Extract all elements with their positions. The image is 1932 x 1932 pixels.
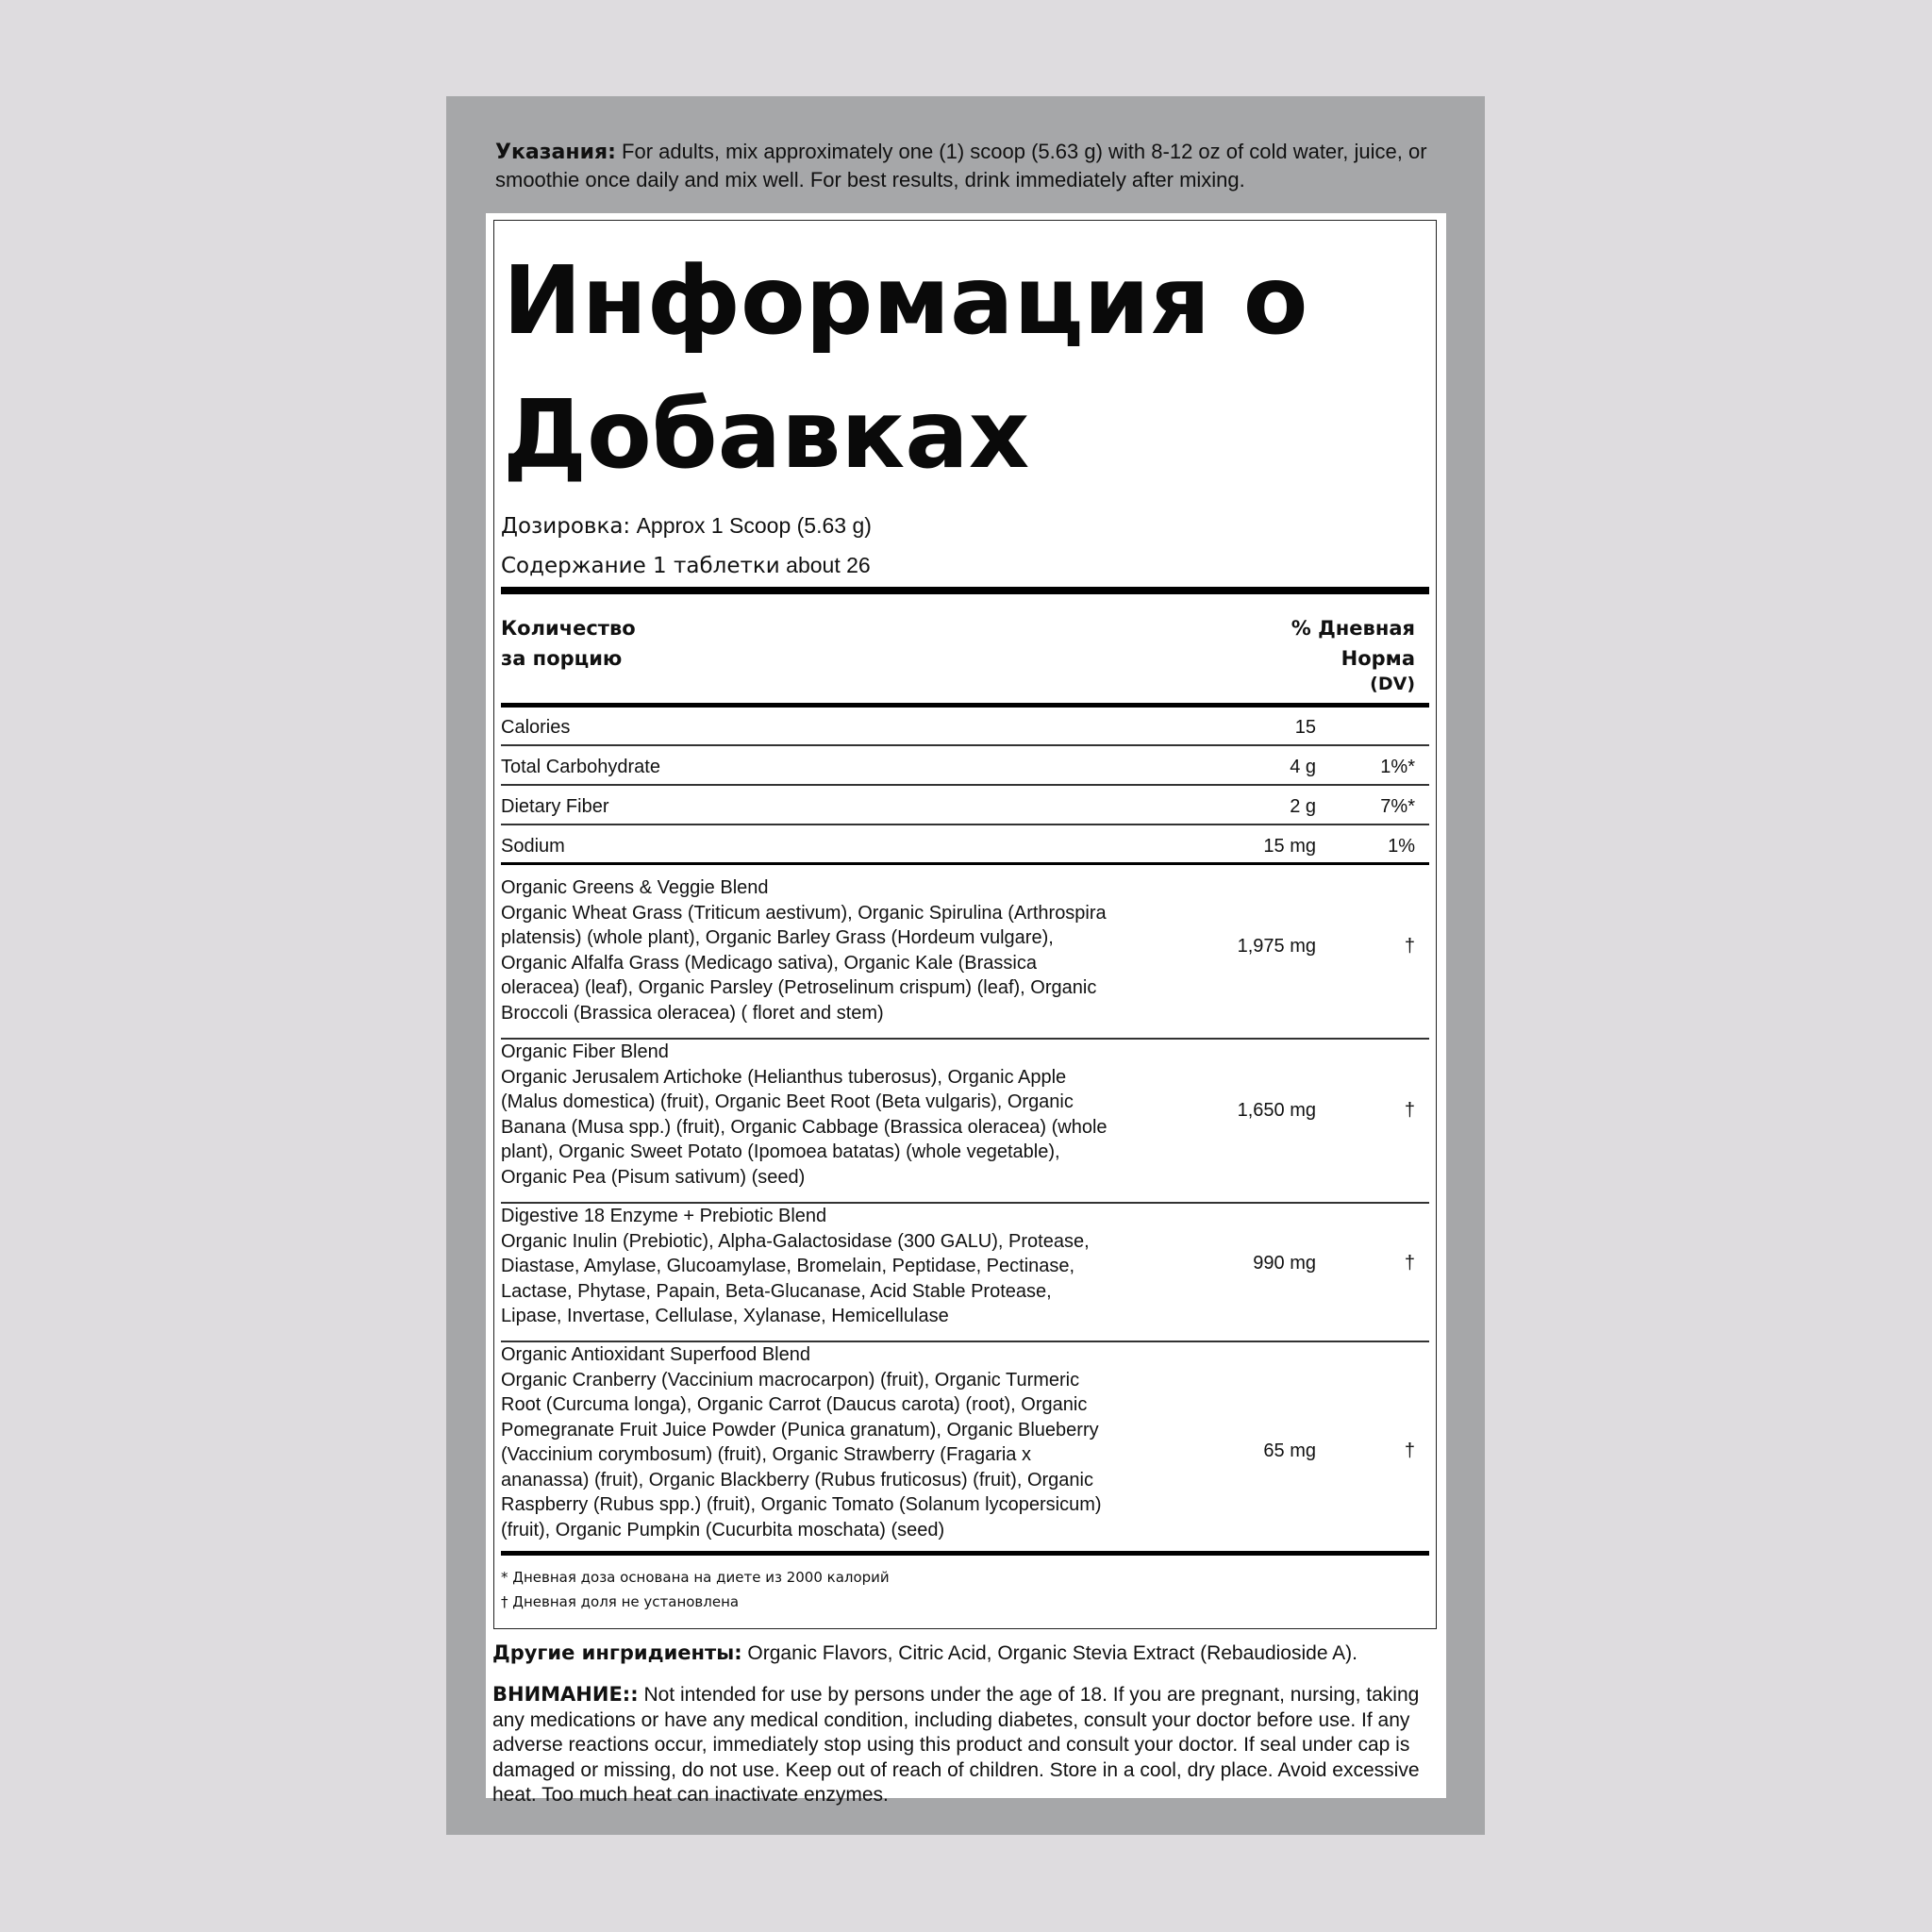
nutrient-dv: 7%* <box>1380 796 1415 817</box>
blend-description <box>501 1040 1114 1190</box>
blend-ingredients: Organic Cranberry (Vaccinium macrocarpon) (fruit), Organic Turmeric Root (Curcuma longa), Organic Carrot (Daucus carota) (root), Organic Pomegranate Fruit Juice Powder (Punica granatum), Organic Blueberry (Vaccinium corymbosum) (fruit), Organic Strawberry (Fragaria x ananassa) (fruit), Organic Blackberry (Rubus fruticosus) (fruit), Organic Raspberry (Rubus spp.) (fruit), Organic Tomato (Solanum lycopersicum) (fruit), Organic Pumpkin (Cucurbita moschata) (seed) <box>501 1369 1102 1541</box>
blend-amount: 1,650 mg <box>1237 1100 1316 1121</box>
header-percent-daily: % Дневная <box>1291 617 1415 640</box>
blend-dv: † <box>1404 1441 1415 1461</box>
divider-thick <box>501 587 1429 594</box>
amount-per-serving-header <box>501 613 636 674</box>
divider-row <box>501 784 1429 786</box>
blend-ingredients: Organic Inulin (Prebiotic), Alpha-Galactosidase (300 GALU), Protease, Diastase, Amylase, Glucoamylase, Bromelain, Peptidase, Pectinase, Lactase, Phytase, Papain, Beta-Glucanase, Acid Stable Protease, Lipase, Invertase, Cellulase, Xylanase, Hemicellulase <box>501 1230 1090 1326</box>
header-per-serving: за порцию <box>501 647 623 670</box>
header-amount: Количество <box>501 617 636 640</box>
servings-per-label: Содержание 1 таблетки <box>501 554 780 578</box>
divider-row <box>501 824 1429 825</box>
header-dv: (DV) <box>1370 674 1415 694</box>
divider-bottom <box>501 1551 1429 1556</box>
directions-body: For adults, mix approximately one (1) scoop (5.63 g) with 8-12 oz of cold water, juice, or smoothie once daily and mix well. For best results, drink immediately after mixing. <box>495 140 1427 192</box>
blend-ingredients: Organic Wheat Grass (Triticum aestivum), Organic Spirulina (Arthrospira platensis) (whole plant), Organic Barley Grass (Hordeum vulgare), Organic Alfalfa Grass (Medicago sativa), Organic Kale (Brassica oleracea) (leaf), Organic Parsley (Petroselinum crispum) (leaf), Organic Broccoli (Brassica oleracea) ( floret and stem) <box>501 902 1107 1024</box>
warning <box>492 1682 1445 1808</box>
blend-title: Organic Greens & Veggie Blend <box>501 877 769 898</box>
supplement-label <box>446 96 1485 1835</box>
divider-section <box>501 862 1429 865</box>
divider-row <box>501 744 1429 746</box>
white-panel <box>486 213 1446 1806</box>
nutrient-amount: 2 g <box>1290 796 1316 817</box>
nutrient-amount: 15 mg <box>1263 836 1316 857</box>
blend-amount: 990 mg <box>1253 1253 1316 1274</box>
servings-per-value: about 26 <box>779 553 871 577</box>
serving-size <box>501 513 872 539</box>
serving-size-label: Дозировка: <box>501 514 631 539</box>
directions-text <box>495 138 1448 193</box>
blend-ingredients: Organic Jerusalem Artichoke (Helianthus tuberosus), Organic Apple (Malus domestica) (fruit), Organic Beet Root (Beta vulgaris), Organic Banana (Musa spp.) (fruit), Organic Cabbage (Brassica oleracea) (whole plant), Organic Sweet Potato (Ipomoea batatas) (whole vegetable), Organic Pea (Pisum sativum) (seed) <box>501 1066 1108 1188</box>
divider-header <box>501 703 1429 708</box>
blend-description <box>501 1342 1114 1542</box>
blend-description <box>501 875 1114 1025</box>
warning-label: ВНИМАНИЕ:: <box>492 1683 639 1706</box>
nutrient-name: Dietary Fiber <box>501 796 609 817</box>
footnote-daily-value: * Дневная доза основана на диете из 2000 калорий <box>501 1569 890 1586</box>
blend-amount: 1,975 mg <box>1237 936 1316 957</box>
nutrient-dv: 1%* <box>1380 757 1415 777</box>
nutrient-amount: 15 <box>1294 717 1316 738</box>
nutrient-name: Calories <box>501 717 571 738</box>
supplement-facts-box <box>493 220 1437 1629</box>
blend-title: Organic Fiber Blend <box>501 1041 669 1062</box>
daily-value-header <box>1291 613 1415 694</box>
nutrient-dv: 1% <box>1388 836 1415 857</box>
other-ingredients-label: Другие ингридиенты: <box>492 1641 742 1664</box>
blend-dv: † <box>1404 1253 1415 1274</box>
facts-title: Информация о Добавках <box>503 245 1308 490</box>
blend-dv: † <box>1404 936 1415 957</box>
nutrient-amount: 4 g <box>1290 757 1316 777</box>
blend-amount: 65 mg <box>1263 1441 1316 1461</box>
blend-title: Digestive 18 Enzyme + Prebiotic Blend <box>501 1206 827 1226</box>
servings-per-container <box>501 553 871 578</box>
blend-title: Organic Antioxidant Superfood Blend <box>501 1344 810 1365</box>
other-ingredients-text: Organic Flavors, Citric Acid, Organic Stevia Extract (Rebaudioside A). <box>741 1642 1358 1664</box>
blend-description <box>501 1204 1114 1329</box>
header-value: Норма <box>1341 647 1415 670</box>
nutrient-name: Total Carbohydrate <box>501 757 660 777</box>
warning-text: Not intended for use by persons under the age of 18. If you are pregnant, nursing, taking any medications or have any medical condition, including diabetes, consult your doctor before use. If any adverse reactions occur, immediately stop using this product and consult your doctor. If seal under cap is damaged or missing, do not use. Keep out of reach of children. Store in a cool, dry place. Avoid excessive heat. Too much heat can inactivate enzymes. <box>492 1684 1420 1806</box>
serving-size-value: Approx 1 Scoop (5.63 g) <box>630 513 872 538</box>
footnote-not-established: † Дневная доля не установлена <box>501 1593 740 1610</box>
other-ingredients <box>492 1640 1436 1667</box>
blend-dv: † <box>1404 1100 1415 1121</box>
directions-label: Указания: <box>495 141 616 164</box>
nutrient-name: Sodium <box>501 836 565 857</box>
